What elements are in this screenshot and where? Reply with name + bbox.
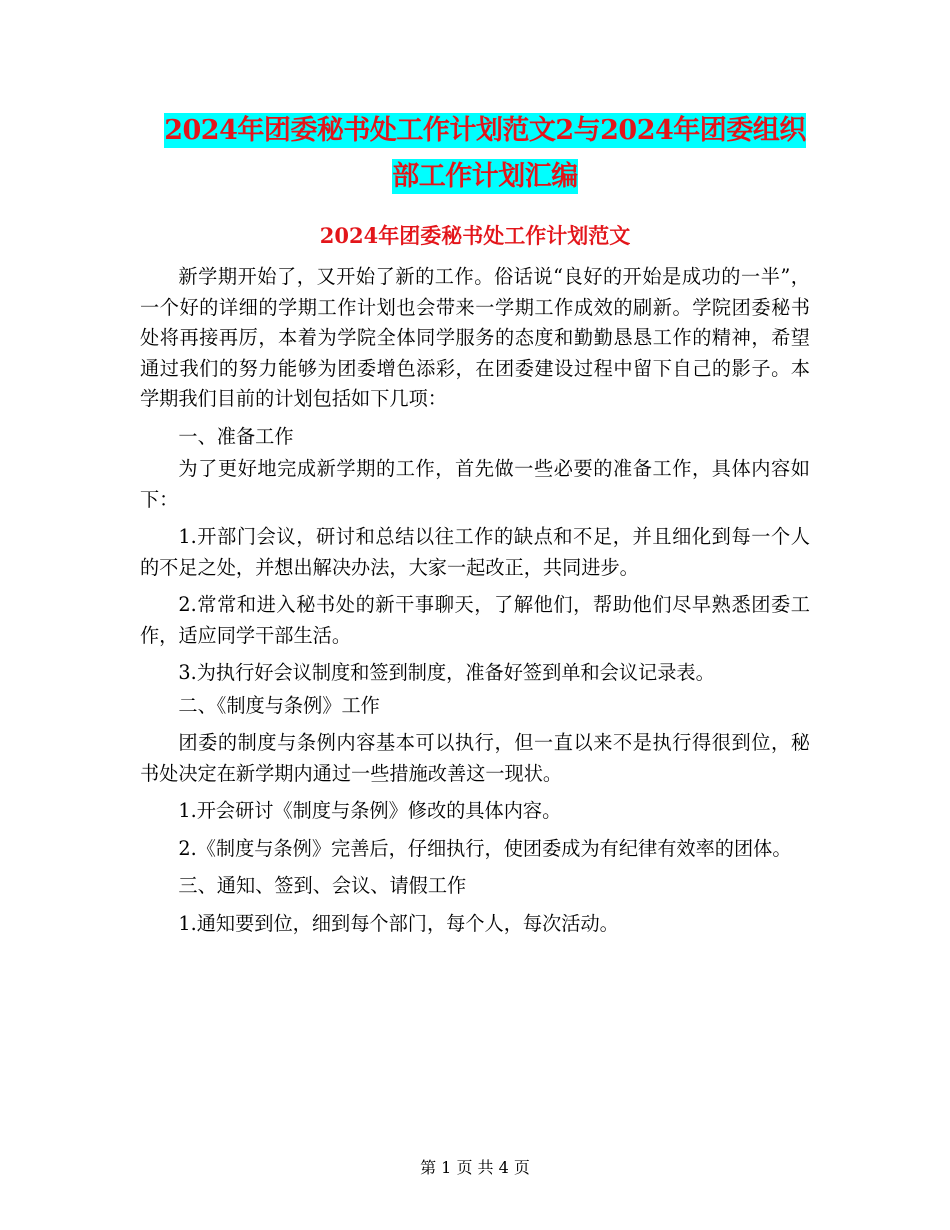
list-item-preparation-3: 3.为执行好会议制度和签到制度，准备好签到单和会议记录表。 xyxy=(178,661,715,684)
heading-notification: 三、通知、签到、会议、请假工作 xyxy=(178,874,467,897)
document-title-line-2: 部工作计划汇编 xyxy=(392,161,578,192)
paragraph-intro: 新学期开始了，又开始了新的工作。俗话说“良好的开始是成功的一半”，一个好的详细的学期工作计划也会带来一学期工作成效的刷新。学院团委秘书处将再接再厉，本着为学院全体同学服务的态度和勤勤恳恳工作的精神，希望通过我们的努力能够为团委增色添彩，在团委建设过程中留下自己的影子。本学期我们目前的计划包括如下几项： xyxy=(140,265,810,410)
heading-regulations: 二、《制度与条例》工作 xyxy=(178,693,380,717)
paragraph-regulations: 团委的制度与条例内容基本可以执行，但一直以来不是执行得很到位，秘书处决定在新学期内通过一些措施改善这一现状。 xyxy=(140,731,810,785)
list-item-preparation-1: 1.开部门会议，研讨和总结以往工作的缺点和不足，并且细化到每一个人的不足之处，并想出解决办法，大家一起改正，共同进步。 xyxy=(140,525,810,579)
list-item-regulations-1: 1.开会研讨《制度与条例》修改的具体内容。 xyxy=(178,799,562,822)
document-title xyxy=(140,108,830,200)
list-item-notification-1: 1.通知要到位，细到每个部门，每个人，每次活动。 xyxy=(178,911,619,935)
list-item-regulations-2: 2.《制度与条例》完善后，仔细执行，使团委成为有纪律有效率的团体。 xyxy=(178,836,792,860)
page-footer: 第 1 页 共 4 页 xyxy=(420,1158,530,1177)
heading-preparation: 一、准备工作 xyxy=(178,424,294,448)
document-body xyxy=(140,262,810,946)
list-item-preparation-2: 2.常常和进入秘书处的新干事聊天，了解他们，帮助他们尽早熟悉团委工作，适应同学干部生活。 xyxy=(140,593,810,647)
section-title: 2024年团委秘书处工作计划范文 xyxy=(319,223,631,248)
document-title-line-1: 2024年团委秘书处工作计划范文2与2024年团委组织 xyxy=(164,115,806,146)
paragraph-preparation: 为了更好地完成新学期的工作，首先做一些必要的准备工作，具体内容如下： xyxy=(140,457,810,511)
